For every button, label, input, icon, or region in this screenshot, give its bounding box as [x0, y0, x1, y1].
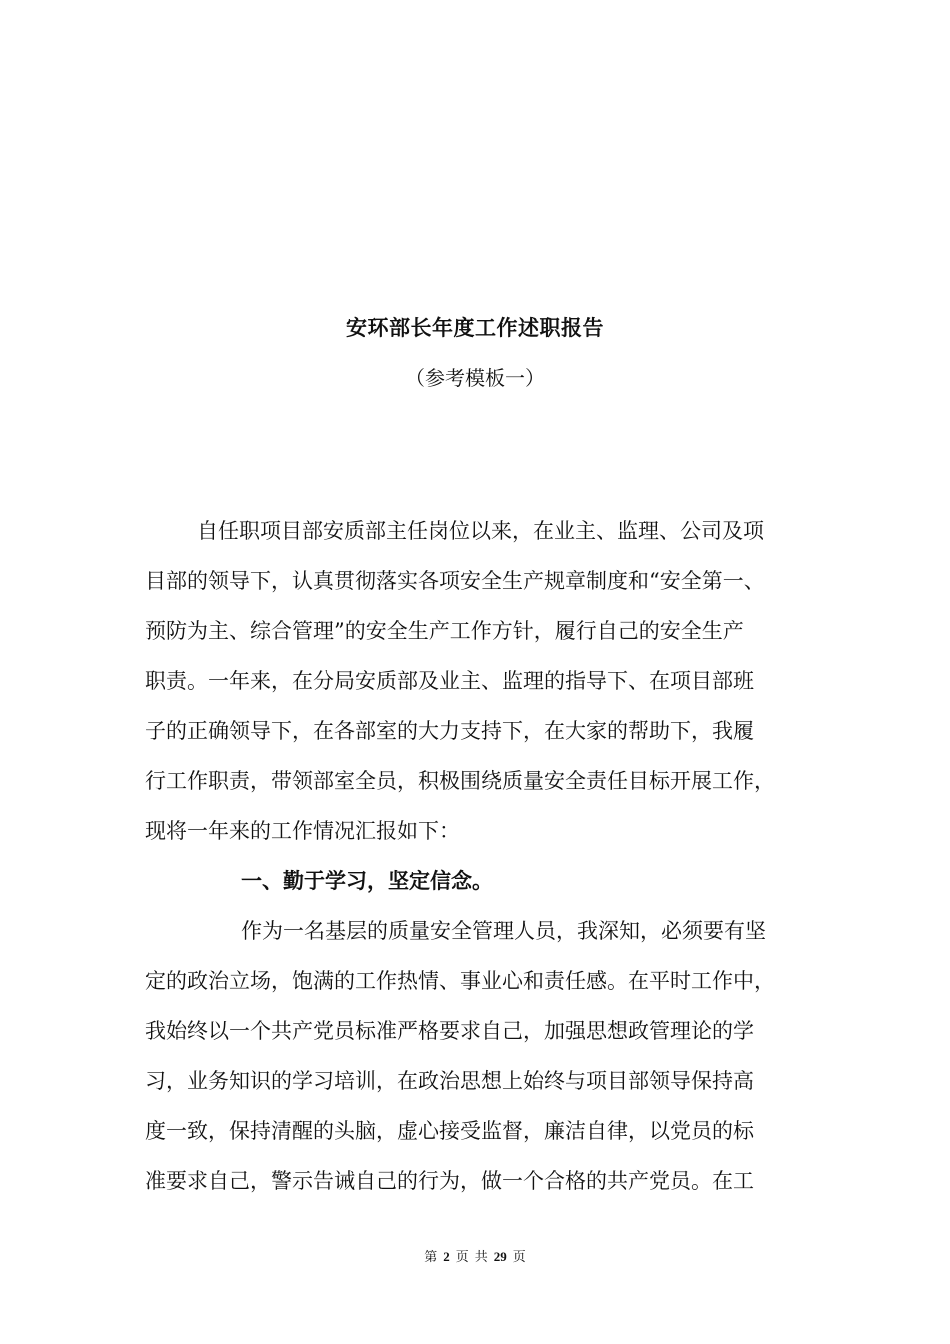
paragraph-line: 职责。一年来，在分局安质部及业主、监理的指导下、在项目部班: [145, 669, 754, 693]
document-title: 安环部长年度工作述职报告: [346, 315, 604, 340]
paragraph-line: 行工作职责，带领部室全员，积极围绕质量安全责任目标开展工作，: [145, 769, 775, 793]
footer-total-prefix: 共: [474, 1250, 488, 1265]
section-heading: 一、勤于学习，坚定信念。: [241, 868, 493, 893]
paragraph-line: 自任职项目部安质部主任岗位以来，在业主、监理、公司及项: [197, 519, 764, 543]
footer-prefix: 第: [424, 1250, 438, 1265]
total-pages-number: 29: [493, 1249, 507, 1264]
paragraph-line: 现将一年来的工作情况汇报如下：: [145, 819, 460, 843]
paragraph-line: 度一致，保持清醒的头脑，虚心接受监督，廉洁自律，以党员的标: [145, 1119, 754, 1143]
footer-page-word: 页: [455, 1250, 469, 1265]
paragraph-line: 作为一名基层的质量安全管理人员，我深知，必须要有坚: [241, 919, 766, 943]
document-subtitle: （参考模板一）: [405, 366, 545, 390]
paragraph-line: 我始终以一个共产党员标准严格要求自己，加强思想政管理论的学: [145, 1019, 754, 1043]
paragraph-line: 预防为主、综合管理”的安全生产工作方针，履行自己的安全生产: [145, 619, 744, 643]
current-page-number: 2: [443, 1249, 450, 1264]
page-footer: [0, 1246, 950, 1265]
paragraph-line: 习，业务知识的学习培训，在政治思想上始终与项目部领导保持高: [145, 1069, 754, 1093]
paragraph-line: 定的政治立场，饱满的工作热情、事业心和责任感。在平时工作中，: [145, 969, 775, 993]
paragraph-line: 子的正确领导下，在各部室的大力支持下，在大家的帮助下，我履: [145, 719, 754, 743]
paragraph-line: 目部的领导下，认真贯彻落实各项安全生产规章制度和“安全第一、: [145, 569, 765, 593]
footer-suffix: 页: [512, 1250, 526, 1265]
paragraph-line: 准要求自己，警示告诫自己的行为，做一个合格的共产党员。在工: [145, 1169, 754, 1193]
